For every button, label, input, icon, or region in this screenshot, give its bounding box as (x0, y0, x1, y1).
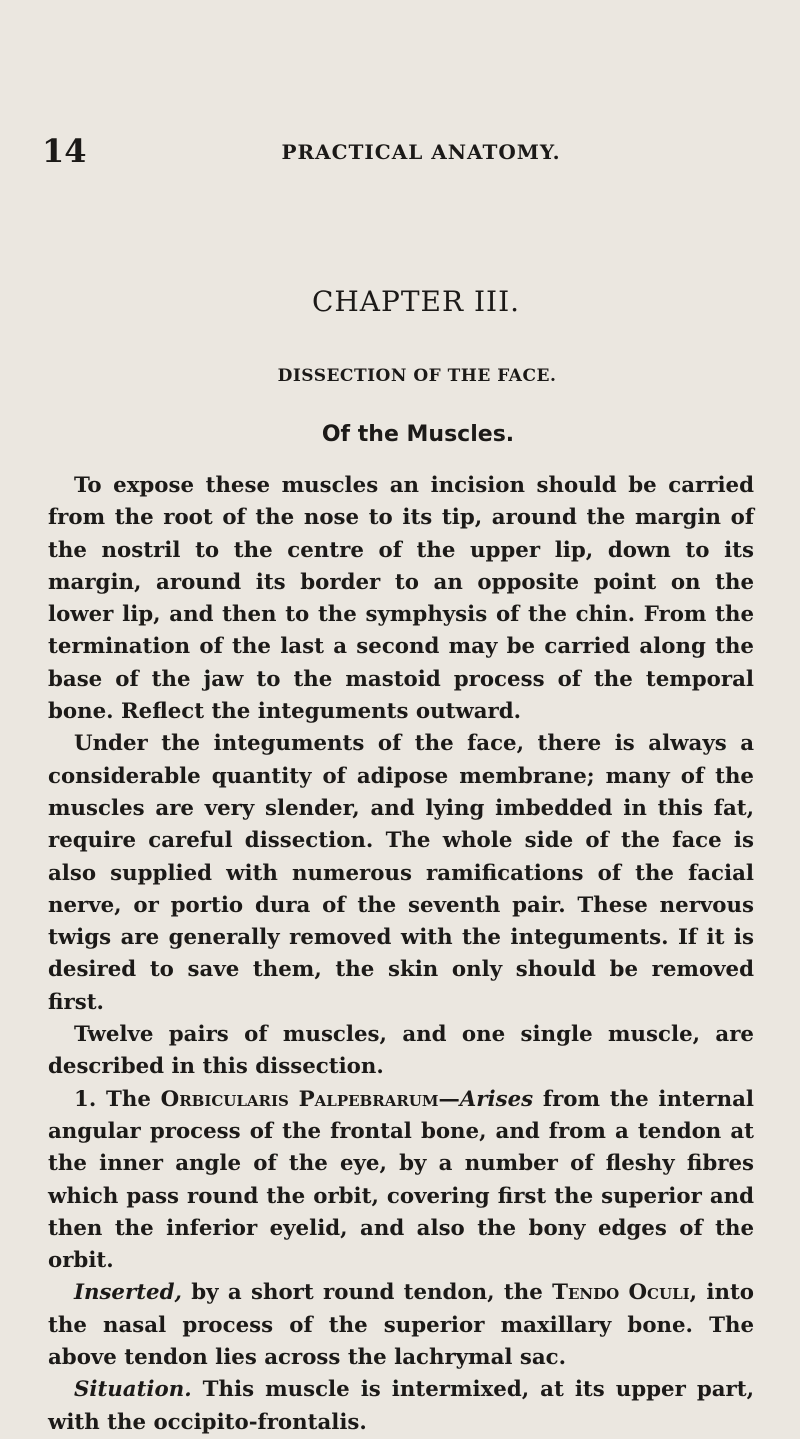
paragraph-muscle-count: Twelve pairs of muscles, and one single muscle, are described in this dissection. (48, 1022, 754, 1080)
subsection-title: Of the Muscles. (321, 422, 515, 447)
paragraph-situation (48, 1374, 754, 1439)
muscle-name: Orbicularis Palpebrarum (160, 1086, 439, 1112)
paragraph-orbicularis (48, 1084, 754, 1278)
term-inserted: Inserted, (74, 1280, 182, 1306)
paragraph-incision: To expose these muscles an incision should be carried from the root of the nose to its tip, around the margin of the nostril to the centre of the upper lip, down to its margin, around its border to an opposite point on the lower lip, and then to the symphysis of the chin. From the termination of the last a second may be carried along the base of the jaw to the mastoid process of the temporal bone. Reflect the integuments outward. (48, 473, 754, 725)
paragraph-integuments: Under the integuments of the face, there is always a considerable quantity of adipose membrane; many of the muscles are very slender, and lying imbedded in this fat, require careful dissection. The whole side of the face is also supplied with numerous ramifications of the facial nerve, or portio dura of the seventh pair. These nervous twigs are generally removed with the integuments. If it is desired to save them, the skin only should be removed first. (48, 731, 754, 1015)
section-title: DISSECTION OF THE FACE. (277, 366, 557, 386)
chapter-title: CHAPTER III. (311, 285, 521, 318)
inserted-text-b: into the nasal process of the superior maxillary bone. The above tendon lies across the lachrymal sac. (48, 1280, 754, 1371)
running-title: PRACTICAL ANATOMY. (281, 140, 561, 164)
inserted-text-a: by a short round tendon, the (181, 1280, 553, 1306)
paragraph-inserted (48, 1277, 754, 1374)
em-dash: — (438, 1086, 460, 1112)
page-number: 14 (42, 132, 87, 170)
arises-text: from the internal angular process of the frontal bone, and from a tendon at the inner angle of the eye, by a number of fleshy fibres which pass round the orbit, covering first the superior and then the inferior eyelid, and also the bony edges of the orbit. (48, 1086, 754, 1274)
running-head (42, 132, 760, 172)
term-situation: Situation. (74, 1377, 192, 1403)
body-text (48, 470, 754, 1439)
term-arises: Arises (459, 1086, 534, 1112)
tendon-name: Tendo Oculi, (552, 1280, 698, 1306)
list-number: 1. The (74, 1086, 161, 1112)
situation-text: This muscle is intermixed, at its upper part, with the occipito-frontalis. (48, 1377, 754, 1435)
